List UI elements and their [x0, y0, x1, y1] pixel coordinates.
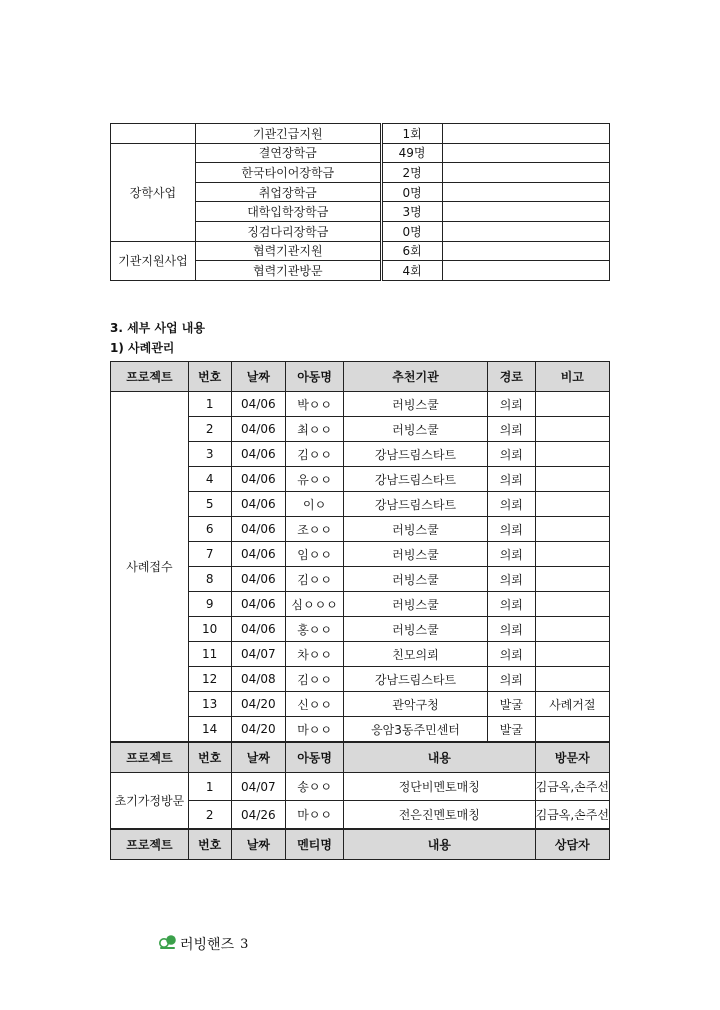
remark: 사례거절: [535, 692, 609, 717]
case-date: 04/06: [231, 567, 286, 592]
column-header: 내용: [343, 829, 535, 860]
visit-section: [111, 742, 610, 773]
column-header: 프로젝트: [111, 829, 189, 860]
visit-number: 1: [188, 773, 231, 801]
child-name: 김ㅇㅇ: [286, 667, 344, 692]
column-header: 프로젝트: [111, 742, 189, 773]
summary-note: [442, 163, 609, 183]
referral-agency: 러빙스쿨: [343, 617, 487, 642]
case-date: 04/08: [231, 667, 286, 692]
header-row: [111, 742, 610, 773]
case-number: 12: [188, 667, 231, 692]
subsection-heading: 1) 사례관리: [110, 341, 175, 355]
column-header: 날짜: [231, 362, 286, 392]
column-header: 비고: [535, 362, 609, 392]
column-header: 추천기관: [343, 362, 487, 392]
route: 의뢰: [488, 617, 536, 642]
column-header: 멘티명: [286, 829, 344, 860]
summary-item: 대학입학장학금: [195, 202, 381, 222]
route: 의뢰: [488, 542, 536, 567]
route: 의뢰: [488, 567, 536, 592]
case-date: 04/20: [231, 717, 286, 743]
summary-item: 기관긴급지원: [195, 124, 381, 144]
case-date: 04/07: [231, 642, 286, 667]
child-name: 김ㅇㅇ: [286, 442, 344, 467]
route: 의뢰: [488, 442, 536, 467]
brand-logo-icon: [158, 934, 178, 954]
child-name: 이ㅇ: [286, 492, 344, 517]
page-footer: [158, 934, 248, 954]
visit-group: 초기가정방문: [111, 773, 189, 830]
route: 의뢰: [488, 592, 536, 617]
case-date: 04/20: [231, 692, 286, 717]
table-row: [111, 241, 610, 261]
referral-agency: 강남드림스타트: [343, 442, 487, 467]
visit-date: 04/26: [231, 801, 286, 830]
case-number: 10: [188, 617, 231, 642]
header-row: [111, 829, 610, 860]
referral-agency: 러빙스쿨: [343, 592, 487, 617]
case-number: 7: [188, 542, 231, 567]
summary-count: 49명: [381, 143, 442, 163]
summary-table: [110, 123, 610, 281]
referral-agency: 러빙스쿨: [343, 567, 487, 592]
visit-number: 2: [188, 801, 231, 830]
column-header: 번호: [188, 829, 231, 860]
case-number: 1: [188, 392, 231, 417]
summary-count: 3명: [381, 202, 442, 222]
remark: [535, 467, 609, 492]
referral-agency: 강남드림스타트: [343, 467, 487, 492]
column-header: 번호: [188, 742, 231, 773]
header-row: [111, 362, 610, 392]
case-date: 04/06: [231, 592, 286, 617]
column-header: 아동명: [286, 742, 344, 773]
child-name: 박ㅇㅇ: [286, 392, 344, 417]
child-name: 마ㅇㅇ: [286, 717, 344, 743]
remark: [535, 492, 609, 517]
summary-note: [442, 124, 609, 144]
column-header: 경로: [488, 362, 536, 392]
child-name: 최ㅇㅇ: [286, 417, 344, 442]
summary-body: [111, 124, 610, 281]
remark: [535, 442, 609, 467]
case-number: 9: [188, 592, 231, 617]
route: 발굴: [488, 692, 536, 717]
case-date: 04/06: [231, 542, 286, 567]
column-header: 아동명: [286, 362, 344, 392]
column-header: 프로젝트: [111, 362, 189, 392]
visit-table-body: [111, 773, 610, 830]
case-table-header: [111, 362, 610, 392]
visitor-names: 김금옥,손주선: [535, 773, 609, 801]
summary-count: 1회: [381, 124, 442, 144]
summary-item: 협력기관지원: [195, 241, 381, 261]
summary-count: 6회: [381, 241, 442, 261]
referral-agency: 러빙스쿨: [343, 392, 487, 417]
case-table: [110, 361, 610, 860]
child-name: 조ㅇㅇ: [286, 517, 344, 542]
summary-group: 장학사업: [111, 143, 196, 241]
summary-group: [111, 124, 196, 144]
remark: [535, 517, 609, 542]
remark: [535, 617, 609, 642]
column-header: 내용: [343, 742, 535, 773]
brand-name: 러빙핸즈: [180, 937, 235, 953]
case-number: 6: [188, 517, 231, 542]
referral-agency: 러빙스쿨: [343, 417, 487, 442]
child-name: 심ㅇㅇㅇ: [286, 592, 344, 617]
remark: [535, 542, 609, 567]
referral-agency: 강남드림스타트: [343, 667, 487, 692]
remark: [535, 417, 609, 442]
remark: [535, 592, 609, 617]
column-header: 날짜: [231, 829, 286, 860]
route: 의뢰: [488, 392, 536, 417]
visit-content: 정단비멘토매칭: [343, 773, 535, 801]
case-date: 04/06: [231, 517, 286, 542]
case-number: 11: [188, 642, 231, 667]
summary-item: 협력기관방문: [195, 261, 381, 281]
summary-note: [442, 143, 609, 163]
child-name: 김ㅇㅇ: [286, 567, 344, 592]
route: 발굴: [488, 717, 536, 743]
case-date: 04/06: [231, 442, 286, 467]
summary-item: 한국타이어장학금: [195, 163, 381, 183]
summary-item: 취업장학금: [195, 182, 381, 202]
summary-count: 0명: [381, 221, 442, 241]
summary-item: 결연장학금: [195, 143, 381, 163]
remark: [535, 567, 609, 592]
case-date: 04/06: [231, 417, 286, 442]
remark: [535, 717, 609, 743]
child-name: 홍ㅇㅇ: [286, 617, 344, 642]
case-number: 2: [188, 417, 231, 442]
table-row: [111, 392, 610, 417]
summary-item: 징검다리장학금: [195, 221, 381, 241]
case-table-body: [111, 392, 610, 743]
case-group: 사례접수: [111, 392, 189, 743]
summary-note: [442, 202, 609, 222]
section-heading: 3. 세부 사업 내용: [110, 321, 205, 335]
column-header: 방문자: [535, 742, 609, 773]
visit-date: 04/07: [231, 773, 286, 801]
referral-agency: 응암3동주민센터: [343, 717, 487, 743]
visitor-names: 김금옥,손주선: [535, 801, 609, 830]
table-row: [111, 124, 610, 144]
table-row: [111, 773, 610, 801]
summary-note: [442, 261, 609, 281]
case-number: 4: [188, 467, 231, 492]
summary-note: [442, 241, 609, 261]
child-name: 임ㅇㅇ: [286, 542, 344, 567]
referral-agency: 친모의뢰: [343, 642, 487, 667]
child-name: 유ㅇㅇ: [286, 467, 344, 492]
case-number: 3: [188, 442, 231, 467]
case-number: 13: [188, 692, 231, 717]
route: 의뢰: [488, 517, 536, 542]
child-name: 차ㅇㅇ: [286, 642, 344, 667]
summary-note: [442, 182, 609, 202]
child-name: 송ㅇㅇ: [286, 773, 344, 801]
case-date: 04/06: [231, 492, 286, 517]
child-name: 신ㅇㅇ: [286, 692, 344, 717]
referral-agency: 강남드림스타트: [343, 492, 487, 517]
case-number: 8: [188, 567, 231, 592]
route: 의뢰: [488, 642, 536, 667]
referral-agency: 러빙스쿨: [343, 542, 487, 567]
route: 의뢰: [488, 492, 536, 517]
route: 의뢰: [488, 417, 536, 442]
summary-group: 기관지원사업: [111, 241, 196, 280]
column-header: 상담자: [535, 829, 609, 860]
mentor-section: [111, 829, 610, 860]
route: 의뢰: [488, 467, 536, 492]
route: 의뢰: [488, 667, 536, 692]
case-date: 04/06: [231, 392, 286, 417]
summary-count: 2명: [381, 163, 442, 183]
case-number: 5: [188, 492, 231, 517]
visit-content: 전은진멘토매칭: [343, 801, 535, 830]
remark: [535, 392, 609, 417]
column-header: 번호: [188, 362, 231, 392]
referral-agency: 러빙스쿨: [343, 517, 487, 542]
summary-count: 0명: [381, 182, 442, 202]
case-date: 04/06: [231, 467, 286, 492]
referral-agency: 관악구청: [343, 692, 487, 717]
summary-note: [442, 221, 609, 241]
remark: [535, 667, 609, 692]
child-name: 마ㅇㅇ: [286, 801, 344, 830]
page-number: 3: [240, 936, 249, 952]
remark: [535, 642, 609, 667]
case-number: 14: [188, 717, 231, 743]
table-row: [111, 143, 610, 163]
summary-count: 4회: [381, 261, 442, 281]
column-header: 날짜: [231, 742, 286, 773]
case-date: 04/06: [231, 617, 286, 642]
